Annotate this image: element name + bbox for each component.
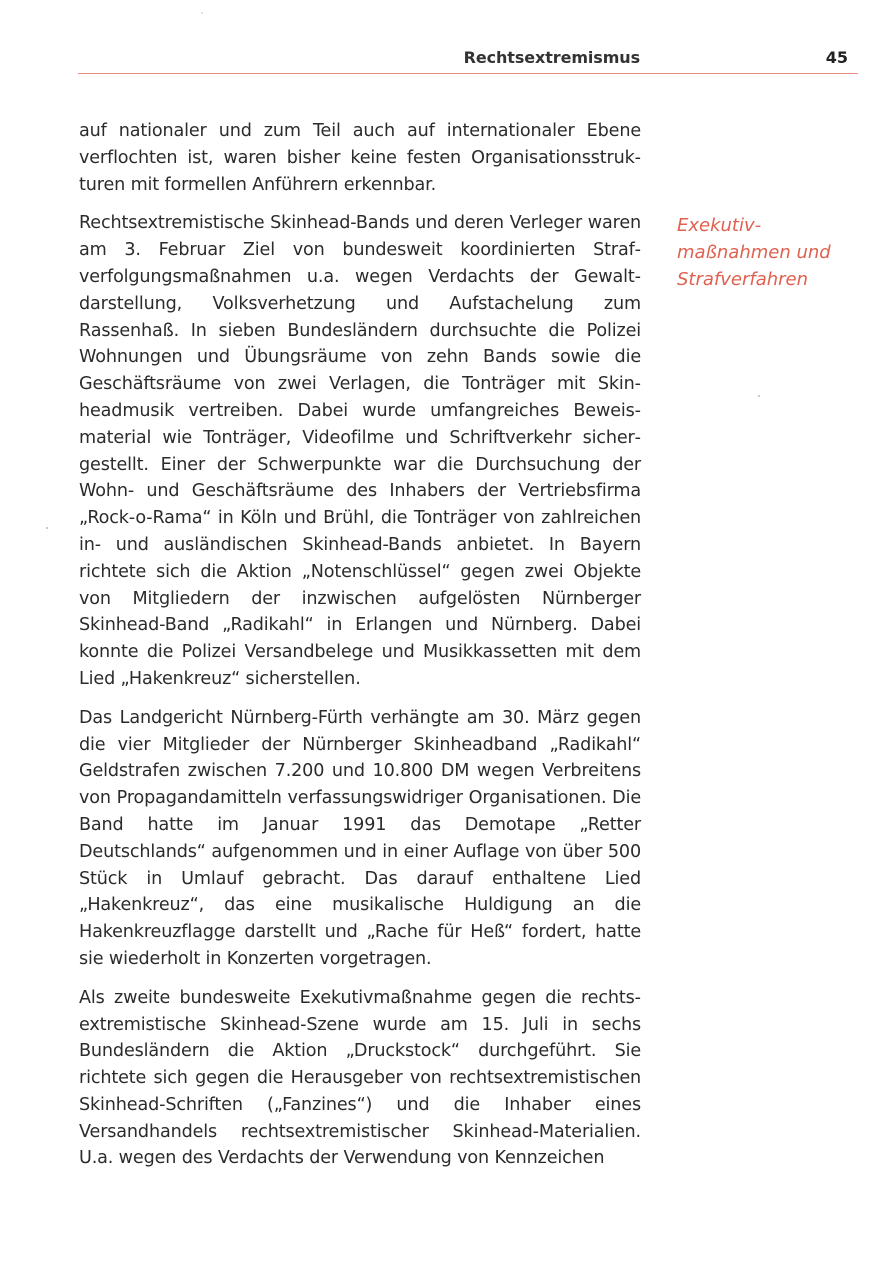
margin-note-line-1: Exekutiv- (677, 215, 762, 236)
page-header (78, 46, 858, 70)
scan-speck (758, 395, 760, 397)
paragraph-4: Als zweite bundesweite Exekutivmaßnahme gegen die rechtsextremistische Skinhead-Szene wurde am 15. Juli in sechs Bundesländern die Aktion „Druckstock“ durchgeführt. Sie richtete sich gegen die Herausgeber von rechtsextremistischen Skinhead-Schriften („Fanzines“) und die Inhaber eines Versandhandels rechtsextremistischer Skinhead-Materialien. U.a. wegen des Verdachts der Verwendung von Kennzeichen (79, 987, 641, 1169)
scan-speck (46, 527, 48, 529)
running-title: Rechtsextremismus (463, 48, 640, 67)
margin-note-line-2: maßnahmen und (677, 242, 831, 263)
body-text-column (79, 118, 641, 1184)
header-rule (78, 73, 858, 74)
scan-speck (201, 12, 203, 14)
paragraph-3: Das Landgericht Nürnberg-Fürth verhängte am 30. März gegen die vier Mitglieder der Nürnberger Skinheadband „Radikahl“ Geldstrafen zwischen 7.200 und 10.800 DM wegen Verbreitens von Propagandamitteln verfassungswidriger Organisationen. Die Band hatte im Januar 1991 das Demotape „Retter Deutschlands“ aufgenommen und in einer Auflage von über 500 Stück in Umlauf gebracht. Das darauf enthaltene Lied „Hakenkreuz“, das eine musikalische Huldigung an die Hakenkreuzflagge darstellt und „Rache für Heß“ fordert, hatte sie wiederholt in Konzerten vorgetragen. (79, 707, 641, 969)
paragraph-1: auf nationaler und zum Teil auch auf internationaler Ebene verflochten ist, waren bisher keine festen Organisationsstrukturen mit formellen Anführern erkennbar. (79, 121, 641, 195)
page-number: 45 (825, 48, 848, 67)
paragraph-2: Rechtsextremistische Skinhead-Bands und deren Verleger waren am 3. Februar Ziel von bundesweit koordinierten Strafverfolgungsmaßnahmen u.a. wegen Verdachts der Gewaltdarstellung, Volksverhetzung und Aufstachelung zum Rassenhaß. In sieben Bundesländern durchsuchte die Polizei Wohnungen und Übungsräume von zehn Bands sowie die Geschäftsräume von zwei Verlagen, die Tonträger mit Skinheadmusik vertreiben. Dabei wurde umfangreiches Beweismaterial wie Tonträger, Videofilme und Schriftverkehr sichergestellt. Einer der Schwerpunkte war die Durchsuchung der Wohn- und Geschäftsräume des Inhabers der Vertriebsfirma „Rock-o-Rama“ in Köln und Brühl, die Tonträger von zahlreichen in- und ausländischen Skinhead-Bands anbietet. In Bayern richtete sich die Aktion „Notenschlüssel“ gegen zwei Objekte von Mitgliedern der inzwischen aufgelösten Nürnberger Skinhead-Band „Radikahl“ in Erlangen und Nürnberg. Dabei konnte die Polizei Versandbelege und Musikkassetten mit dem Lied „Hakenkreuz“ sicherstellen. (79, 213, 641, 689)
margin-note (677, 212, 852, 293)
margin-note-line-3: Strafverfahren (677, 269, 809, 290)
